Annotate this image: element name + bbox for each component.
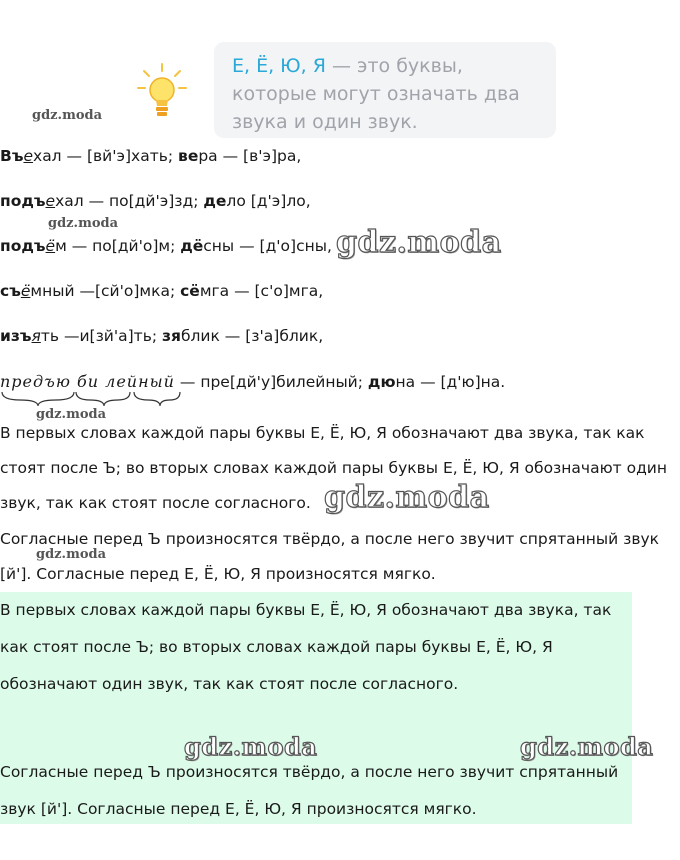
watermark: gdz.moda [336, 225, 502, 260]
watermark: gdz.moda [32, 108, 103, 123]
explanation-paragraph: Согласные перед Ъ произносятся твёрдо, а после него звучит спрятанный звук [й']. Согласные перед Е, Ё, Ю, Я произносятся мягко. [0, 530, 660, 583]
watermark: gdz.moda [36, 547, 107, 562]
word-pair-line: съёмный —[сй'о]мка; сёмга — [с'о]мга, [0, 282, 324, 300]
word-pair-line: подъехал — по[дй'э]зд; дело [д'э]ло, [0, 192, 311, 210]
morpheme-arcs [0, 388, 182, 412]
handwritten-word: предъю би лейный [0, 372, 175, 391]
rule-letters: Е, Ё, Ю, Я [232, 55, 326, 77]
word-pair-line: изъять —и[зй'а]ть; зяблик — [з'а]блик, [0, 327, 324, 345]
watermark: gdz.moda [184, 732, 318, 761]
watermark: gdz.moda [520, 732, 654, 761]
lightbulb-icon [134, 62, 190, 128]
explanation-paragraph: В первых словах каждой пары буквы Е, Ё, Ю, Я обозначают два звука, так как стоят после Ъ; во вторых словах каждой пары буквы Е, Ё, Ю, Я обозначают один звук, так как стоят после согласного. [0, 424, 667, 512]
answer-paragraph: В первых словах каждой пары буквы Е, Ё, Ю, Я обозначают два звука, так как стоят после Ъ; во вторых словах каждой пары буквы Е, Ё, Ю, Я обозначают один звук, так как стоят после согласного. [0, 601, 612, 693]
watermark: gdz.moda [324, 480, 490, 515]
word-pair-line: подъём — по[дй'о]м; дёсны — [д'о]сны, [0, 237, 332, 255]
word-pair-line: Въехал — [вй'э]хать; вера — [в'э]ра, [0, 147, 302, 165]
answer-paragraph: Согласные перед Ъ произносятся твёрдо, а после него звучит спрятанный звук [й']. Согласные перед Е, Ё, Ю, Я произносятся мягко. [0, 763, 619, 818]
watermark: gdz.moda [48, 216, 119, 231]
watermark: gdz.moda [36, 407, 107, 422]
rule-text [232, 52, 552, 136]
rule-description: — это буквы, которые могут означать два звука и один звук. [232, 55, 520, 133]
word-pair-line: предъю би лейный — пре[дй'у]билейный; дюна — [д'ю]на. [0, 372, 506, 391]
